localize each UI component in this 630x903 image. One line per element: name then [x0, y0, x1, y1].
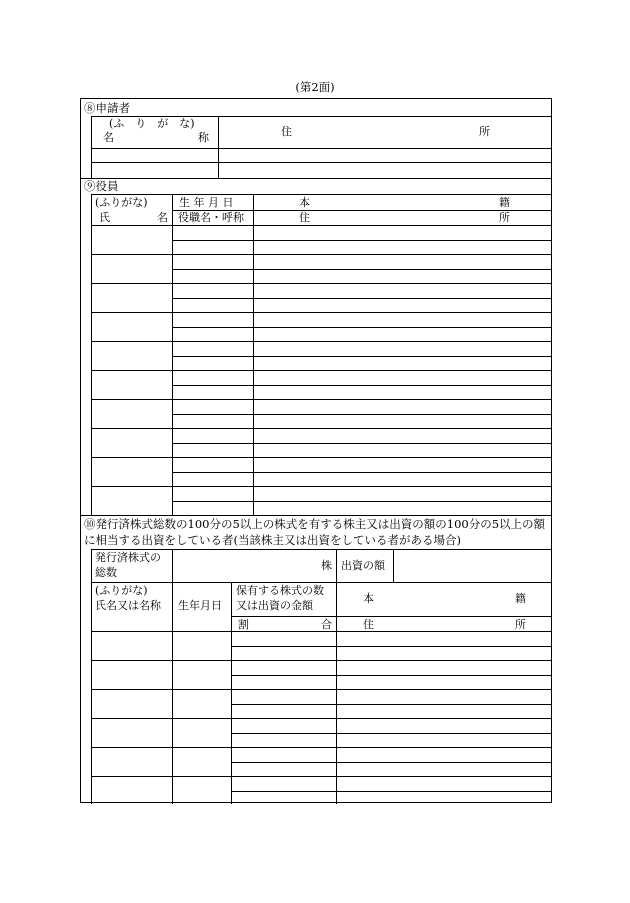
officers-section-bottom	[81, 515, 552, 516]
officers-col-birthdate: 生 年 月 日	[179, 196, 234, 209]
shareholders-col-holdings-line1: 保有する株式の数	[236, 584, 324, 597]
officers-col-position: 役職名・呼称	[178, 211, 244, 224]
applicant-col-furigana: (ふ り が な)	[109, 117, 195, 130]
officer-entry-subrow-line	[172, 501, 552, 502]
applicant-row-divider	[91, 162, 552, 163]
shareholders-col-holdings-line2: 又は出資の金額	[236, 599, 313, 612]
shareholders-col-domicile-left: 本	[363, 592, 374, 605]
officer-entry-subrow-line	[172, 240, 552, 241]
shareholders-indent-line	[91, 549, 92, 804]
officer-entry-subrow-line	[172, 472, 552, 473]
applicant-heading: ⑧申請者	[84, 101, 130, 115]
officers-col-domicile-right: 籍	[499, 196, 510, 209]
officers-col-divider-2	[253, 194, 254, 515]
officers-header-bottom	[91, 225, 552, 226]
page-title: (第2面)	[295, 80, 335, 94]
officer-entry-subrow-line	[172, 414, 552, 415]
shares-unit: 株	[321, 559, 332, 572]
officers-col-furigana: (ふりがな)	[95, 196, 148, 209]
shareholders-header-mid	[231, 616, 552, 617]
shareholders-col-ratio-left: 割	[238, 618, 249, 631]
officer-entry-subrow-line	[172, 298, 552, 299]
applicant-indent-line	[91, 116, 92, 178]
capital-amount-label: 出資の額	[341, 559, 385, 572]
shareholders-heading-line2: に相当する出資をしている者(当該株主又は出資をしている者がある場合)	[84, 533, 461, 547]
shareholders-header-bottom	[91, 631, 552, 632]
total-shares-label-line2: 総数	[95, 566, 117, 579]
shareholders-header-top	[91, 582, 552, 583]
applicant-section-bottom	[81, 178, 552, 179]
applicant-col-divider	[218, 116, 219, 178]
officers-heading: ⑨役員	[84, 179, 119, 193]
officer-entry-subrow-line	[172, 269, 552, 270]
shareholders-col-divider-1	[172, 582, 173, 804]
officer-entry-line	[91, 428, 552, 429]
shareholders-col-domicile-right: 籍	[515, 592, 526, 605]
officers-table-top	[91, 194, 552, 195]
applicant-col-name-left: 名	[103, 131, 114, 144]
total-shares-label-line1: 発行済株式の	[95, 551, 161, 564]
officers-col-address-right: 所	[499, 211, 510, 224]
shareholder-entry-subrow-line	[231, 733, 552, 734]
shareholders-col-ratio-right: 合	[321, 618, 332, 631]
shareholders-col-furigana: (ふりがな)	[95, 584, 148, 597]
officer-entry-subrow-line	[172, 356, 552, 357]
officer-entry-subrow-line	[172, 327, 552, 328]
officer-entry-line	[91, 283, 552, 284]
shareholder-entry-subrow-line	[231, 791, 552, 792]
shareholder-entry-line	[91, 689, 552, 690]
officer-entry-line	[91, 370, 552, 371]
officers-col-name-right: 名	[157, 211, 168, 224]
capital-label-left	[336, 549, 337, 582]
applicant-header-bottom	[91, 148, 552, 149]
officer-entry-subrow-line	[172, 443, 552, 444]
officer-entry-line	[91, 486, 552, 487]
shareholders-heading-line1: ⑩発行済株式総数の100分の5以上の株式を有する株主又は出資の額の100分の5以上の額	[84, 517, 546, 531]
form-frame	[80, 98, 552, 803]
officer-entry-subrow-line	[172, 385, 552, 386]
officers-col-divider-1	[172, 194, 173, 515]
officer-entry-line	[91, 341, 552, 342]
total-shares-divider	[172, 549, 173, 582]
shareholder-entry-subrow-line	[231, 646, 552, 647]
officers-col-domicile-left: 本	[299, 196, 310, 209]
officer-entry-line	[91, 399, 552, 400]
shareholder-entry-line	[91, 718, 552, 719]
applicant-col-address-right: 所	[479, 125, 490, 138]
shareholders-col-address-left: 住	[363, 618, 374, 631]
shareholder-entry-subrow-line	[231, 675, 552, 676]
officer-entry-line	[91, 457, 552, 458]
officer-entry-line	[91, 312, 552, 313]
applicant-col-address-left: 住	[281, 125, 292, 138]
shareholders-col-divider-3	[336, 582, 337, 804]
shareholders-col-birthdate: 生年月日	[178, 599, 222, 612]
shareholder-entry-line	[91, 660, 552, 661]
shareholders-col-divider-2	[231, 582, 232, 804]
shareholder-entry-line	[91, 747, 552, 748]
shareholders-col-name: 氏名又は名称	[95, 599, 161, 612]
applicant-col-name-right: 称	[198, 131, 209, 144]
officers-col-address-left: 住	[299, 211, 310, 224]
officers-col-name-left: 氏	[99, 211, 110, 224]
shareholder-entry-line	[91, 776, 552, 777]
officers-indent-line	[91, 194, 92, 515]
shareholders-table-top	[91, 549, 552, 550]
shareholder-entry-subrow-line	[231, 762, 552, 763]
shareholder-entry-subrow-line	[231, 704, 552, 705]
shareholders-col-address-right: 所	[515, 618, 526, 631]
officer-entry-line	[91, 254, 552, 255]
capital-label-right	[393, 549, 394, 582]
